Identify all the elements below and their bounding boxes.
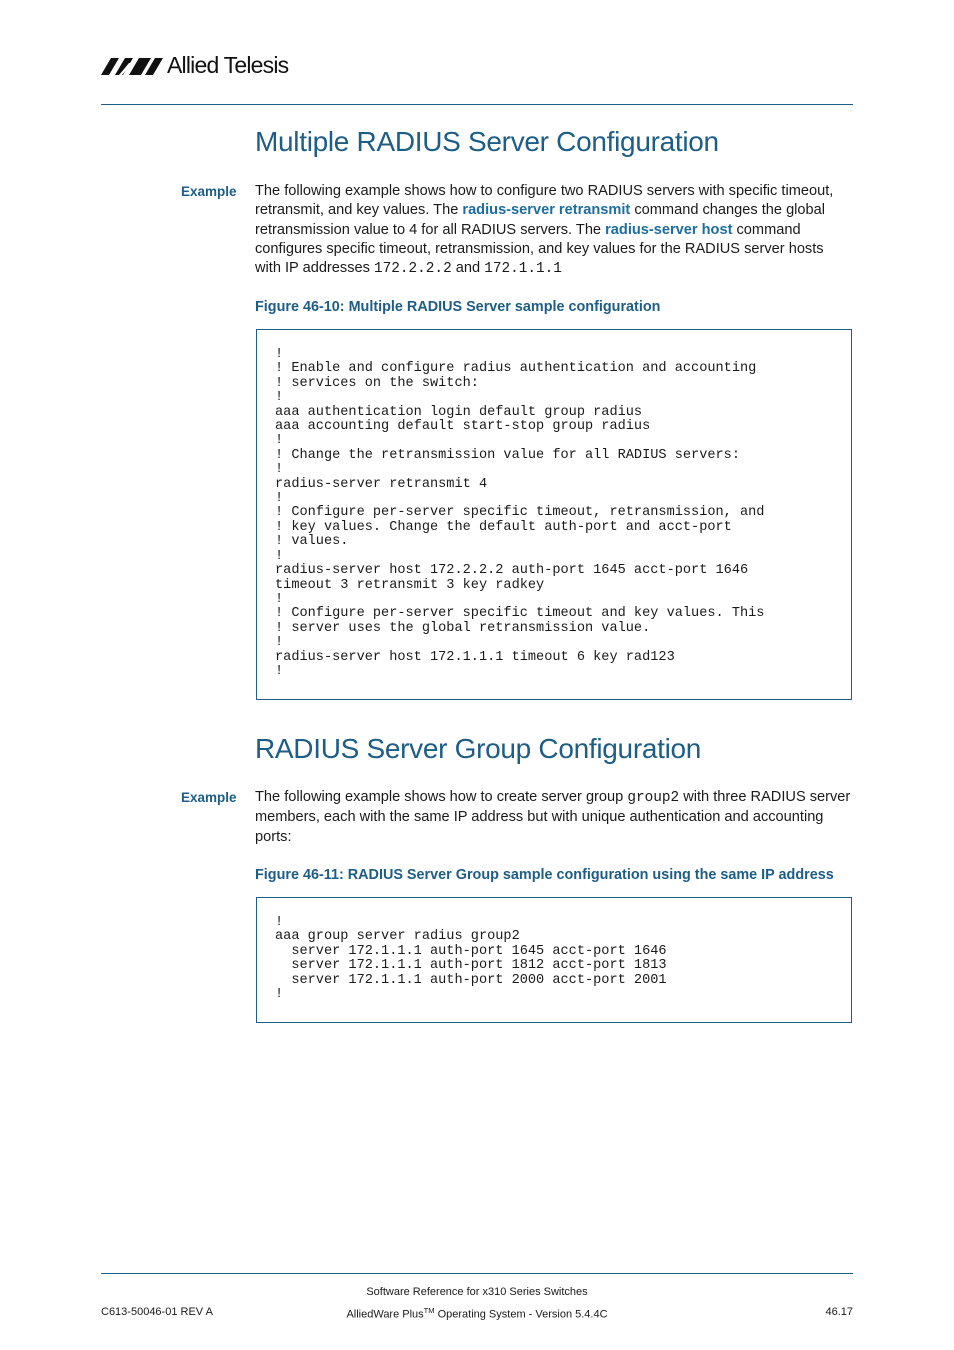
footer-rule xyxy=(101,1273,853,1274)
header-rule xyxy=(101,104,853,105)
footer-page-number: 46.17 xyxy=(825,1306,853,1318)
trademark: TM xyxy=(423,1306,435,1315)
logo-text: Allied Telesis xyxy=(167,51,289,78)
example-label: Example xyxy=(181,184,237,199)
radius-server-retransmit-link[interactable]: radius-server retransmit xyxy=(462,202,631,219)
example-paragraph xyxy=(255,788,853,847)
section-title-multiple-radius: Multiple RADIUS Server Configuration xyxy=(255,126,719,157)
paragraph-text: The following example shows how to create server group xyxy=(255,789,628,805)
code-listing: ! aaa group server radius group2 server 172.1.1.1 auth-port 1645 acct-port 1646 server 172.1.1.1 auth-port 1812 acct-port 1813 server 172.1.1.1 auth-port 2000 acct-port 2001 ! xyxy=(275,915,667,1003)
paragraph-text: command changes the global retransmission value to 4 for all RADIUS servers. The xyxy=(255,202,826,238)
footer-os-suffix: Operating System - Version 5.4.4C xyxy=(434,1308,608,1321)
footer-doc-id: C613-50046-01 REV A xyxy=(101,1306,213,1318)
example-paragraph xyxy=(255,182,853,279)
figure-caption: Figure 46-11: RADIUS Server Group sample configuration using the same IP address xyxy=(255,867,834,883)
example-label: Example xyxy=(181,790,237,805)
paragraph-text: with three RADIUS server members, each with the same IP address but with unique authentication and accounting ports: xyxy=(255,789,851,845)
group-name: group2 xyxy=(627,790,680,806)
ip-address: 172.2.2.2 xyxy=(373,261,452,278)
ip-address: 172.1.1.1 xyxy=(484,261,562,278)
allied-telesis-logo xyxy=(101,52,288,78)
code-block xyxy=(256,897,852,1023)
figure-caption: Figure 46-10: Multiple RADIUS Server sample configuration xyxy=(255,299,661,315)
paragraph-text: and xyxy=(451,260,485,277)
paragraph-text: The following example shows how to configure two RADIUS servers with specific timeout, retransmit, and key values. The xyxy=(255,183,834,219)
paragraph-text: command configures specific timeout, retransmission, and key values for the RADIUS server hosts with IP addresses xyxy=(255,221,824,277)
code-listing: ! ! Enable and configure radius authentication and accounting ! services on the switch: ! aaa authentication login default group radius aaa accounting default start-stop group radius ! ! Change the retransmission value for all RADIUS servers: ! radius-server retransmit 4 ! ! Configure per-server specific timeout, retransmission, and ! key values. Change the default auth-port and acct-port ! values. ! radius-server host 172.2.2.2 auth-port 1645 acct-port 1646 timeout 3 retransmit 3 key radkey ! ! Configure per-server specific timeout and key values. This ! server uses the global retransmission value. ! radius-server host 172.1.1.1 timeout 6 key rad123 ! xyxy=(275,347,765,679)
logo-mark-icon xyxy=(101,55,163,75)
footer-doc-title: Software Reference for x310 Series Switches xyxy=(366,1286,588,1298)
section-title-radius-group: RADIUS Server Group Configuration xyxy=(255,733,702,764)
footer-os-prefix: AlliedWare Plus xyxy=(346,1308,424,1321)
radius-server-host-link[interactable]: radius-server host xyxy=(605,221,733,238)
code-block xyxy=(256,329,852,700)
